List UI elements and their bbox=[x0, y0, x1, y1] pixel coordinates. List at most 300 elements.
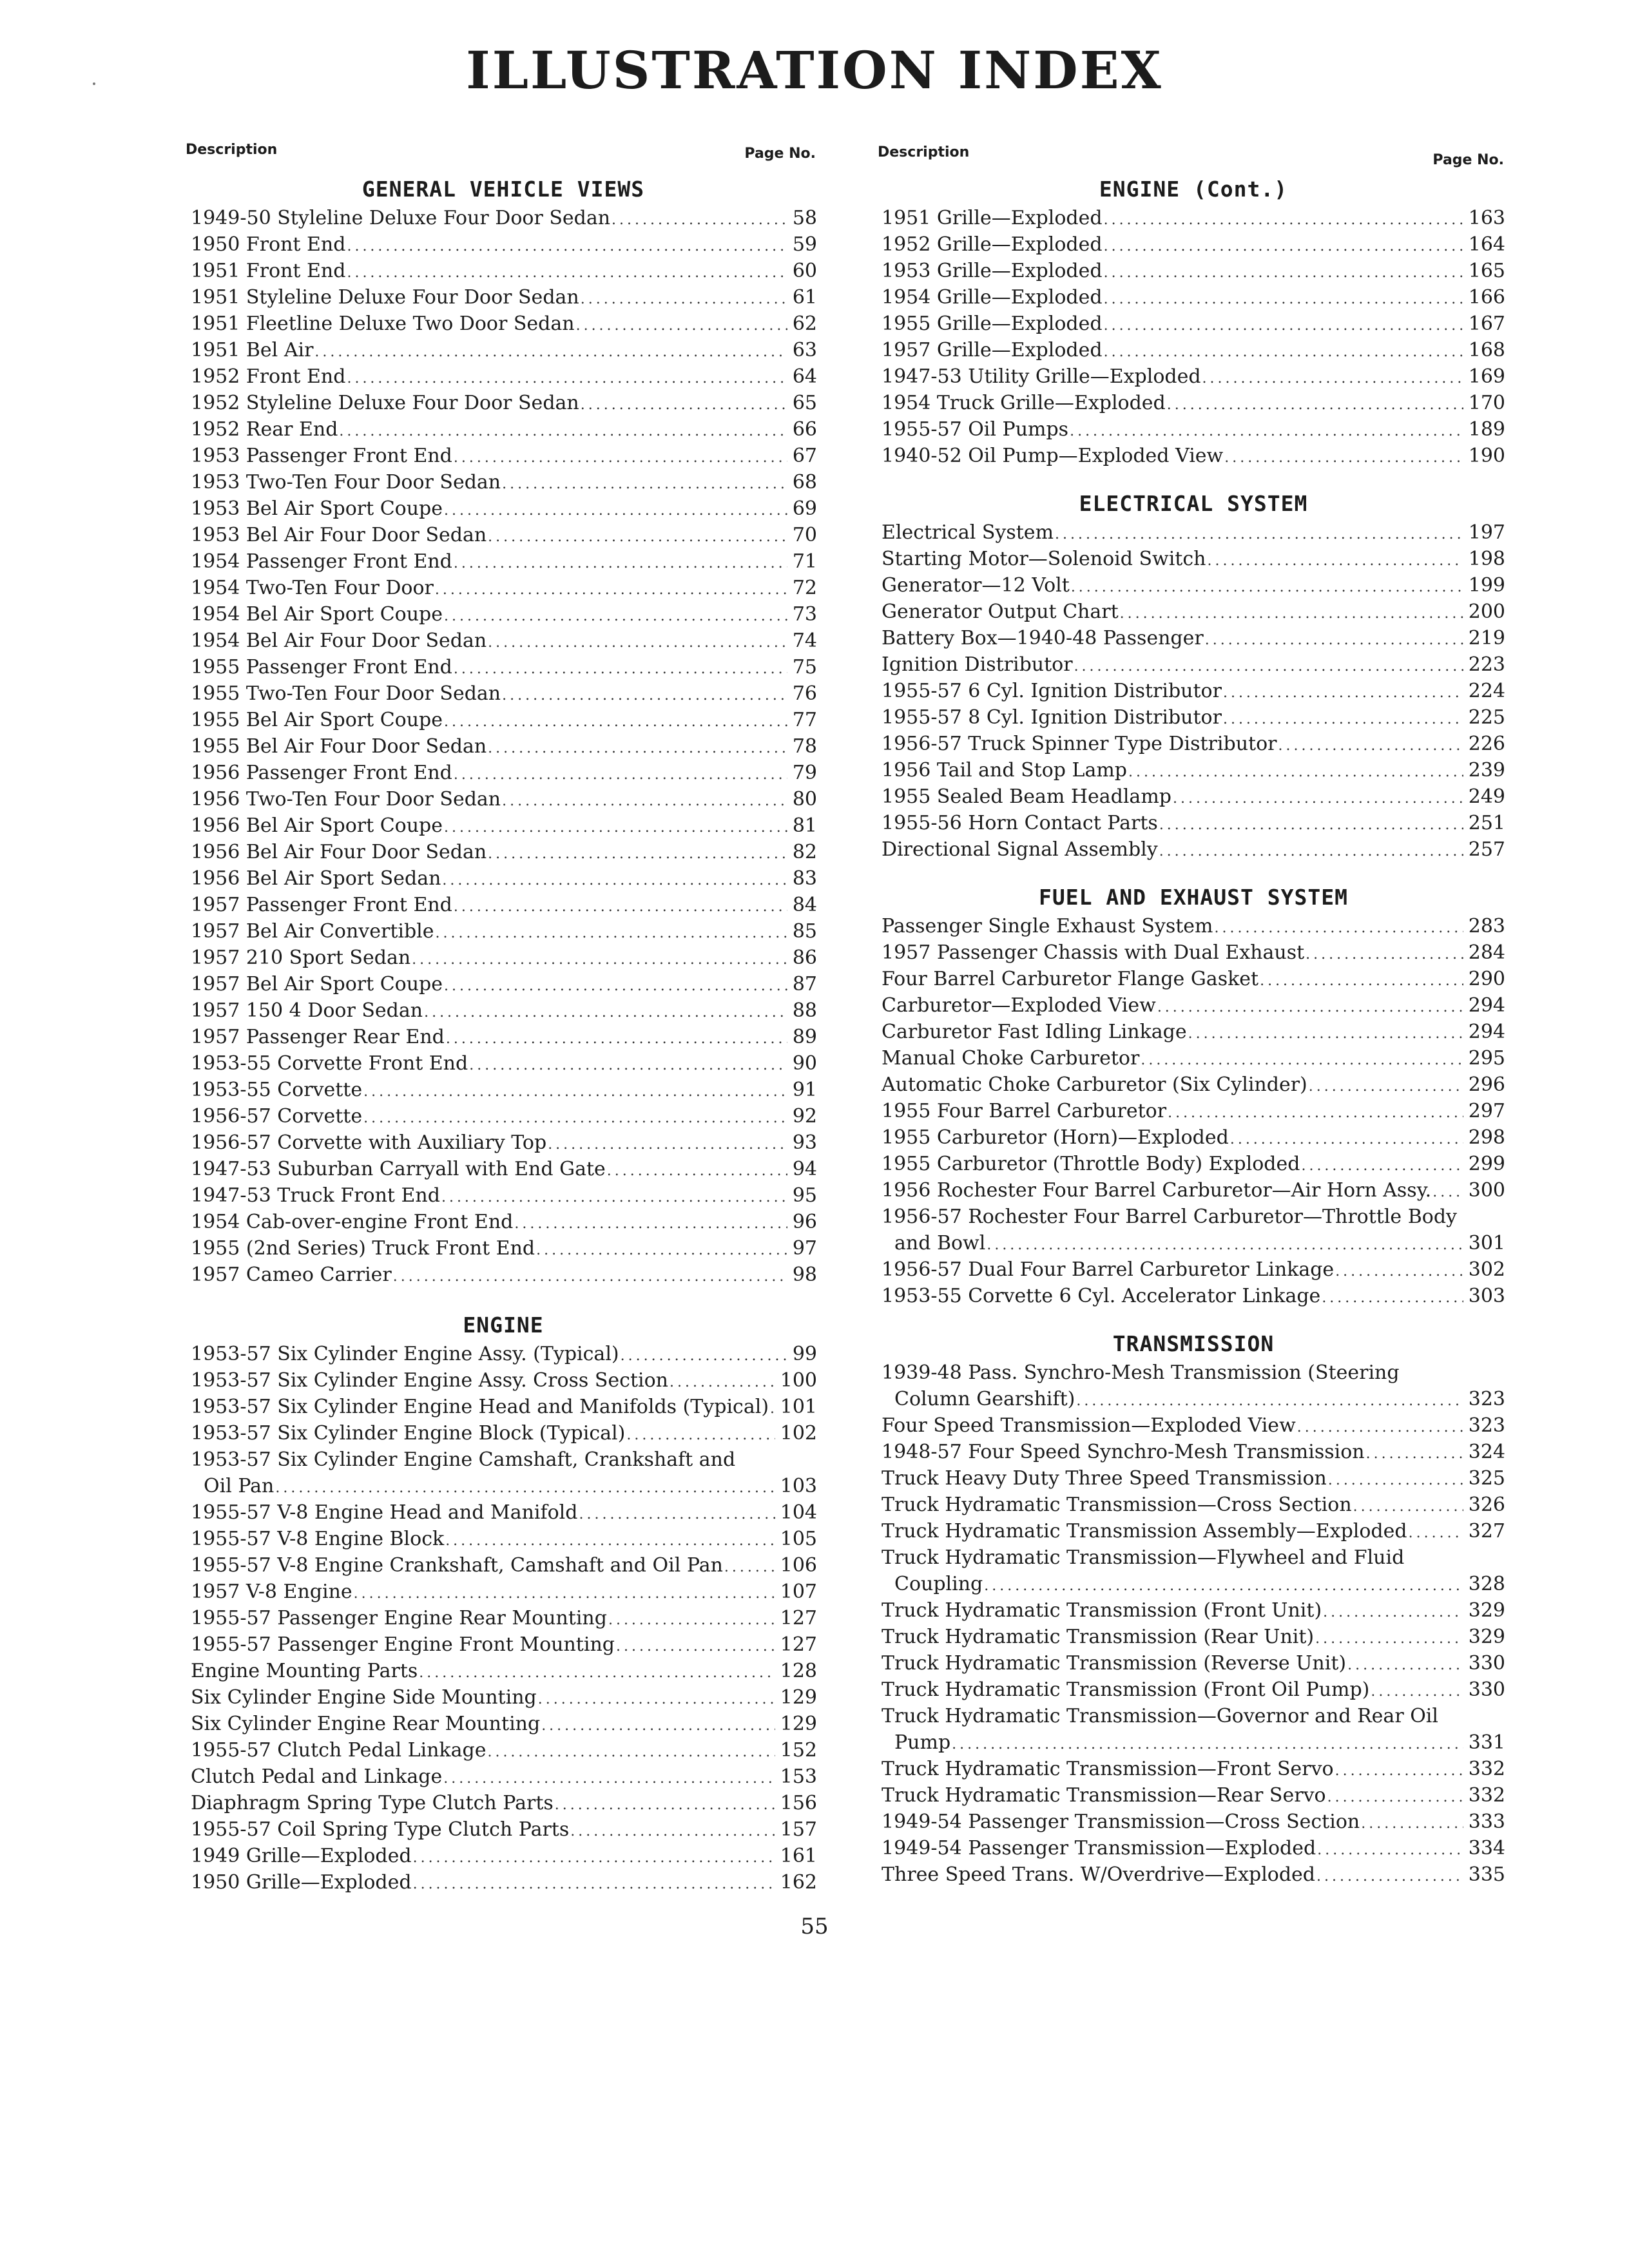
entry-page-number: 97 bbox=[792, 1237, 817, 1260]
entry-page-number: 60 bbox=[792, 260, 817, 282]
entry-description: 1955 Four Barrel Carburetor bbox=[882, 1100, 1167, 1122]
entry-description: Ignition Distributor bbox=[882, 653, 1073, 676]
description-label: Description bbox=[186, 142, 278, 158]
section-gap bbox=[191, 1288, 817, 1310]
index-entry bbox=[191, 1605, 817, 1631]
index-entry bbox=[191, 575, 817, 601]
index-entry bbox=[191, 1156, 817, 1182]
index-entry bbox=[191, 363, 817, 390]
entry-description: 1955 Passenger Front End bbox=[191, 656, 452, 678]
section-heading: ENGINE (Cont.) bbox=[1099, 177, 1288, 202]
entry-description: 1955-57 Clutch Pedal Linkage bbox=[191, 1739, 487, 1762]
entry-description: 1951 Grille—Exploded bbox=[882, 207, 1103, 229]
entry-description: 1953-57 Six Cylinder Engine Assy. (Typical) bbox=[191, 1343, 619, 1365]
dot-leader bbox=[1214, 915, 1463, 941]
dot-leader bbox=[454, 656, 787, 682]
dot-leader bbox=[616, 1633, 775, 1660]
dot-leader bbox=[488, 524, 787, 550]
index-entry bbox=[882, 1177, 1505, 1204]
entry-page-number: 296 bbox=[1468, 1073, 1505, 1096]
dot-leader bbox=[441, 1184, 787, 1211]
index-entry bbox=[882, 1677, 1505, 1703]
entry-description: 1957 Grille—Exploded bbox=[882, 339, 1103, 361]
index-entry bbox=[191, 284, 817, 311]
dot-leader bbox=[1070, 418, 1463, 445]
entry-page-number: 128 bbox=[780, 1660, 817, 1682]
index-entry bbox=[882, 1124, 1505, 1151]
dot-leader bbox=[621, 1343, 787, 1369]
entry-page-number: 68 bbox=[792, 471, 817, 494]
dot-leader bbox=[454, 445, 787, 471]
entry-page-number: 161 bbox=[780, 1845, 817, 1867]
index-entry bbox=[882, 1809, 1505, 1835]
index-entry bbox=[882, 363, 1505, 390]
entry-page-number: 93 bbox=[792, 1131, 817, 1154]
index-entry bbox=[191, 311, 817, 337]
dot-leader bbox=[1141, 1047, 1463, 1073]
dot-leader bbox=[412, 947, 787, 973]
index-entry bbox=[191, 839, 817, 865]
dot-leader bbox=[1335, 1758, 1463, 1784]
page-title: ILLUSTRATION INDEX bbox=[466, 40, 1163, 101]
dot-leader bbox=[488, 629, 787, 656]
section-heading: FUEL AND EXHAUST SYSTEM bbox=[1039, 885, 1348, 910]
index-entry bbox=[191, 522, 817, 548]
entry-page-number: 168 bbox=[1468, 339, 1505, 361]
dot-leader bbox=[1223, 680, 1463, 706]
entry-description: 1951 Bel Air bbox=[191, 339, 314, 361]
dot-leader bbox=[1205, 627, 1463, 653]
entry-description: Carburetor—Exploded View bbox=[882, 994, 1156, 1017]
dot-leader bbox=[1104, 312, 1463, 339]
dot-leader bbox=[1071, 574, 1463, 601]
index-entry bbox=[882, 704, 1505, 731]
index-entry bbox=[882, 1624, 1505, 1650]
entry-description: 1955-57 Oil Pumps bbox=[882, 418, 1069, 441]
dot-leader bbox=[444, 973, 787, 999]
entry-page-number: 190 bbox=[1468, 445, 1505, 467]
entry-description: 1956 Tail and Stop Lamp bbox=[882, 759, 1127, 782]
index-entry bbox=[191, 1579, 817, 1605]
dot-leader bbox=[454, 894, 787, 920]
entry-description: Automatic Choke Carburetor (Six Cylinder) bbox=[882, 1073, 1307, 1096]
dot-leader bbox=[424, 999, 787, 1026]
index-entry bbox=[882, 651, 1505, 678]
entry-description: 1955-57 Passenger Engine Front Mounting bbox=[191, 1633, 615, 1656]
dot-leader bbox=[419, 1660, 775, 1686]
dot-leader bbox=[1104, 207, 1463, 233]
dot-leader bbox=[570, 1818, 775, 1845]
entry-description: 1952 Rear End bbox=[191, 418, 338, 441]
entry-description: Engine Mounting Parts bbox=[191, 1660, 418, 1682]
left-column bbox=[186, 138, 817, 1896]
index-entry bbox=[882, 1756, 1505, 1782]
index-entry bbox=[882, 1465, 1505, 1492]
entry-page-number: 100 bbox=[780, 1369, 817, 1392]
dot-leader bbox=[1104, 233, 1463, 260]
entry-page-number: 257 bbox=[1468, 838, 1505, 861]
entry-page-number: 70 bbox=[792, 524, 817, 546]
entry-page-number: 323 bbox=[1468, 1414, 1505, 1437]
entry-page-number: 82 bbox=[792, 841, 817, 863]
page-no-label: Page No. bbox=[744, 146, 816, 162]
index-entry bbox=[191, 1182, 817, 1209]
entry-page-number: 225 bbox=[1468, 706, 1505, 729]
entry-description: 1954 Passenger Front End bbox=[191, 550, 452, 573]
entry-description-continued: Pump bbox=[894, 1731, 951, 1754]
index-entry bbox=[191, 205, 817, 231]
entry-description: 1955-57 V-8 Engine Crankshaft, Camshaft and Oil Pan bbox=[191, 1554, 723, 1577]
entry-description: 1956-57 Rochester Four Barrel Carburetor—Throttle Body bbox=[882, 1206, 1457, 1228]
entry-description: 1953-55 Corvette Front End bbox=[191, 1052, 468, 1075]
index-entry bbox=[882, 678, 1505, 704]
entry-page-number: 107 bbox=[780, 1581, 817, 1603]
index-entry bbox=[882, 1439, 1505, 1465]
dot-leader bbox=[576, 312, 787, 339]
page-no-label: Page No. bbox=[1432, 152, 1504, 168]
entry-page-number: 58 bbox=[792, 207, 817, 229]
dot-leader bbox=[436, 920, 787, 947]
entry-page-number: 334 bbox=[1468, 1837, 1505, 1860]
index-entry bbox=[882, 1835, 1505, 1861]
entry-page-number: 79 bbox=[792, 762, 817, 784]
dot-leader bbox=[1361, 1811, 1463, 1837]
entry-page-number: 90 bbox=[792, 1052, 817, 1075]
entry-description: 1953 Grille—Exploded bbox=[882, 260, 1103, 282]
entry-description: 1949-54 Passenger Transmission—Exploded bbox=[882, 1837, 1316, 1860]
dot-leader bbox=[1188, 1021, 1463, 1047]
index-entry bbox=[191, 892, 817, 918]
dot-leader bbox=[1076, 1388, 1463, 1414]
entry-description: 1955-56 Horn Contact Parts bbox=[882, 812, 1158, 834]
index-entry bbox=[191, 786, 817, 812]
index-entry-continuation bbox=[882, 1571, 1505, 1597]
entry-page-number: 69 bbox=[792, 497, 817, 520]
entry-page-number: 99 bbox=[792, 1343, 817, 1365]
dot-leader bbox=[538, 1686, 775, 1713]
index-entry bbox=[882, 913, 1505, 939]
dot-leader bbox=[442, 867, 787, 894]
dot-leader bbox=[1159, 812, 1463, 838]
dot-leader bbox=[670, 1369, 775, 1396]
dot-leader bbox=[581, 286, 787, 312]
entry-page-number: 91 bbox=[792, 1079, 817, 1101]
dot-leader bbox=[579, 1501, 775, 1528]
index-entry bbox=[882, 416, 1505, 443]
entry-page-number: 87 bbox=[792, 973, 817, 995]
dot-leader bbox=[626, 1422, 775, 1448]
dot-leader bbox=[1230, 1126, 1463, 1153]
index-entry bbox=[191, 469, 817, 495]
entry-description: Truck Hydramatic Transmission (Rear Unit) bbox=[882, 1626, 1315, 1648]
entry-description: 1954 Two-Ten Four Door bbox=[191, 577, 434, 599]
entry-description: Passenger Single Exhaust System bbox=[882, 915, 1213, 937]
entry-page-number: 283 bbox=[1468, 915, 1505, 937]
dot-leader bbox=[347, 233, 787, 260]
index-entry bbox=[882, 546, 1505, 572]
index-entry bbox=[191, 1763, 817, 1790]
entry-description: Truck Hydramatic Transmission—Governor and Rear Oil bbox=[882, 1705, 1438, 1727]
index-entry bbox=[191, 971, 817, 997]
entry-page-number: 157 bbox=[780, 1818, 817, 1841]
entry-page-number: 199 bbox=[1468, 574, 1505, 597]
entry-description: 1957 Bel Air Convertible bbox=[191, 920, 434, 943]
entry-description: 1953-57 Six Cylinder Engine Assy. Cross Section bbox=[191, 1369, 668, 1392]
index-entry bbox=[191, 1103, 817, 1129]
dot-leader bbox=[1167, 392, 1463, 418]
entry-page-number: 164 bbox=[1468, 233, 1505, 256]
index-entry bbox=[882, 1151, 1505, 1177]
entry-page-number: 165 bbox=[1468, 260, 1505, 282]
index-entry bbox=[882, 966, 1505, 992]
entry-description: Truck Hydramatic Transmission (Front Unit) bbox=[882, 1599, 1322, 1622]
entry-page-number: 104 bbox=[780, 1501, 817, 1524]
dot-leader bbox=[1366, 1441, 1463, 1467]
entry-description: 1947-53 Suburban Carryall with End Gate bbox=[191, 1158, 606, 1180]
entry-description: 1953-55 Corvette bbox=[191, 1079, 363, 1101]
entry-page-number: 323 bbox=[1468, 1388, 1505, 1410]
entry-description-continued: Coupling bbox=[894, 1573, 983, 1595]
dot-leader bbox=[1173, 785, 1463, 812]
entry-description: 1954 Truck Grille—Exploded bbox=[882, 392, 1166, 414]
dot-leader bbox=[502, 788, 787, 814]
index-entry bbox=[191, 1077, 817, 1103]
section-heading: GENERAL VEHICLE VIEWS bbox=[361, 177, 645, 202]
entry-page-number: 224 bbox=[1468, 680, 1505, 702]
dot-leader bbox=[347, 260, 787, 286]
index-entry bbox=[882, 1283, 1505, 1309]
index-entry bbox=[882, 1703, 1505, 1729]
entry-description: 1955 Carburetor (Horn)—Exploded bbox=[882, 1126, 1229, 1149]
entry-description: Truck Hydramatic Transmission—Front Servo bbox=[882, 1758, 1334, 1780]
entry-page-number: 328 bbox=[1468, 1573, 1505, 1595]
dot-leader bbox=[488, 841, 787, 867]
entry-page-number: 127 bbox=[780, 1607, 817, 1629]
entry-page-number: 301 bbox=[1468, 1232, 1505, 1254]
index-entry bbox=[882, 390, 1505, 416]
index-entry bbox=[882, 284, 1505, 311]
entry-description: 1953-57 Six Cylinder Engine Camshaft, Crankshaft and bbox=[191, 1448, 736, 1471]
entry-page-number: 98 bbox=[792, 1264, 817, 1286]
entry-description: 1957 Passenger Front End bbox=[191, 894, 452, 916]
entry-page-number: 335 bbox=[1468, 1863, 1505, 1886]
entry-page-number: 333 bbox=[1468, 1811, 1505, 1833]
dot-leader bbox=[1223, 706, 1463, 733]
entry-description: 1957 Bel Air Sport Coupe bbox=[191, 973, 443, 995]
dot-leader bbox=[612, 207, 787, 233]
entry-description: 1948-57 Four Speed Synchro-Mesh Transmission bbox=[882, 1441, 1365, 1463]
entry-description: 1955 Sealed Beam Headlamp bbox=[882, 785, 1171, 808]
dot-leader bbox=[1202, 365, 1463, 392]
entry-page-number: 297 bbox=[1468, 1100, 1505, 1122]
dot-leader bbox=[354, 1581, 775, 1607]
dot-leader bbox=[1323, 1599, 1463, 1626]
dot-leader bbox=[444, 603, 787, 629]
column-header bbox=[186, 138, 817, 174]
index-entry-continuation bbox=[191, 1473, 817, 1499]
entry-description: Generator Output Chart bbox=[882, 601, 1119, 623]
index-entry bbox=[882, 836, 1505, 863]
entry-page-number: 331 bbox=[1468, 1731, 1505, 1754]
entry-description: 1949-54 Passenger Transmission—Cross Section bbox=[882, 1811, 1360, 1833]
index-entry bbox=[882, 1072, 1505, 1098]
entry-description: 1955 Grille—Exploded bbox=[882, 312, 1103, 335]
dot-leader bbox=[1278, 733, 1463, 759]
section-gap bbox=[882, 863, 1505, 882]
entry-description: 1956 Rochester Four Barrel Carburetor—Air Horn Assy. bbox=[882, 1179, 1432, 1202]
index-entry bbox=[191, 707, 817, 733]
index-entry bbox=[191, 680, 817, 707]
index-entry bbox=[882, 1861, 1505, 1888]
entry-page-number: 77 bbox=[792, 709, 817, 731]
entry-page-number: 332 bbox=[1468, 1758, 1505, 1780]
entry-description: Starting Motor—Solenoid Switch bbox=[882, 548, 1206, 570]
entry-description: 1955-57 V-8 Engine Block bbox=[191, 1528, 445, 1550]
right-sections bbox=[882, 174, 1505, 1888]
entry-description: Truck Hydramatic Transmission (Reverse Unit) bbox=[882, 1652, 1347, 1675]
index-entry bbox=[882, 1360, 1505, 1386]
entry-description: Truck Hydramatic Transmission (Front Oil Pump) bbox=[882, 1678, 1370, 1701]
entry-description: Clutch Pedal and Linkage bbox=[191, 1765, 443, 1788]
entry-description: 1953-57 Six Cylinder Engine Block (Typical) bbox=[191, 1422, 626, 1445]
entry-description: Manual Choke Carburetor bbox=[882, 1047, 1140, 1070]
dot-leader bbox=[1328, 1467, 1463, 1494]
entry-page-number: 324 bbox=[1468, 1441, 1505, 1463]
entry-description: 1939-48 Pass. Synchro-Mesh Transmission (Steering bbox=[882, 1361, 1400, 1384]
entry-page-number: 80 bbox=[792, 788, 817, 811]
entry-page-number: 129 bbox=[780, 1713, 817, 1735]
entry-page-number: 62 bbox=[792, 312, 817, 335]
index-entry bbox=[882, 731, 1505, 757]
index-entry bbox=[882, 519, 1505, 546]
index-entry bbox=[882, 1256, 1505, 1283]
entry-description: 1954 Bel Air Sport Coupe bbox=[191, 603, 443, 626]
entry-description: Generator—12 Volt bbox=[882, 574, 1070, 597]
entry-description-continued: and Bowl bbox=[894, 1232, 986, 1254]
index-entry bbox=[191, 548, 817, 575]
index-entry bbox=[882, 1782, 1505, 1809]
index-entry bbox=[882, 757, 1505, 783]
dot-leader bbox=[581, 392, 787, 418]
description-label: Description bbox=[878, 144, 970, 160]
entry-description: 1955-57 V-8 Engine Head and Manifold bbox=[191, 1501, 578, 1524]
index-entry bbox=[191, 416, 817, 443]
entry-description: 1956 Bel Air Sport Sedan bbox=[191, 867, 441, 890]
index-entry bbox=[882, 599, 1505, 625]
left-sections bbox=[191, 174, 817, 1896]
dot-leader bbox=[514, 1211, 787, 1237]
index-entry bbox=[882, 810, 1505, 836]
index-entry bbox=[882, 572, 1505, 599]
entry-page-number: 294 bbox=[1468, 1021, 1505, 1043]
entry-page-number: 59 bbox=[792, 233, 817, 256]
entry-page-number: 75 bbox=[792, 656, 817, 678]
entry-description: 1955-57 8 Cyl. Ignition Distributor bbox=[882, 706, 1222, 729]
entry-page-number: 163 bbox=[1468, 207, 1505, 229]
index-entry-continuation bbox=[882, 1386, 1505, 1412]
entry-description: 1957 150 4 Door Sedan bbox=[191, 999, 423, 1022]
entry-page-number: 219 bbox=[1468, 627, 1505, 649]
entry-description: Truck Hydramatic Transmission—Rear Servo bbox=[882, 1784, 1326, 1807]
index-entry bbox=[882, 1492, 1505, 1518]
index-entry bbox=[191, 760, 817, 786]
index-entry bbox=[191, 1024, 817, 1050]
entry-page-number: 226 bbox=[1468, 733, 1505, 755]
index-entry bbox=[191, 1341, 817, 1367]
entry-description: 1953-57 Six Cylinder Engine Head and Manifolds (Typical) bbox=[191, 1396, 769, 1418]
dot-leader bbox=[1260, 968, 1463, 994]
index-entry bbox=[882, 992, 1505, 1019]
entry-description: 1955 Bel Air Sport Coupe bbox=[191, 709, 443, 731]
entry-page-number: 198 bbox=[1468, 548, 1505, 570]
entry-page-number: 84 bbox=[792, 894, 817, 916]
index-entry bbox=[882, 1412, 1505, 1439]
index-entry bbox=[191, 733, 817, 760]
entry-page-number: 326 bbox=[1468, 1494, 1505, 1516]
entry-description: 1957 Cameo Carrier bbox=[191, 1264, 392, 1286]
column-header bbox=[878, 138, 1505, 174]
entry-page-number: 64 bbox=[792, 365, 817, 388]
dot-leader bbox=[608, 1607, 775, 1633]
dot-leader bbox=[536, 1237, 787, 1264]
entry-page-number: 102 bbox=[780, 1422, 817, 1445]
entry-page-number: 129 bbox=[780, 1686, 817, 1709]
entry-description: 1951 Fleetline Deluxe Two Door Sedan bbox=[191, 312, 575, 335]
dot-leader bbox=[413, 1871, 775, 1898]
entry-description: 1957 Passenger Chassis with Dual Exhaust bbox=[882, 941, 1305, 964]
index-entry bbox=[882, 258, 1505, 284]
entry-page-number: 170 bbox=[1468, 392, 1505, 414]
section-heading: ELECTRICAL SYSTEM bbox=[1079, 491, 1308, 516]
entry-page-number: 89 bbox=[792, 1026, 817, 1048]
index-entry bbox=[191, 918, 817, 945]
index-entry bbox=[882, 311, 1505, 337]
entry-description: 1953 Two-Ten Four Door Sedan bbox=[191, 471, 501, 494]
dot-leader bbox=[1120, 601, 1463, 627]
dot-leader bbox=[1309, 1073, 1463, 1100]
index-entry bbox=[191, 1658, 817, 1684]
entry-page-number: 298 bbox=[1468, 1126, 1505, 1149]
page-number: 55 bbox=[800, 1914, 829, 1939]
index-entry bbox=[882, 1650, 1505, 1677]
dot-leader bbox=[469, 1052, 787, 1079]
entry-description: 1957 Passenger Rear End bbox=[191, 1026, 445, 1048]
entry-page-number: 223 bbox=[1468, 653, 1505, 676]
index-entry bbox=[191, 390, 817, 416]
index-entry-continuation bbox=[882, 1230, 1505, 1256]
entry-description-continued: Column Gearshift) bbox=[894, 1388, 1075, 1410]
dot-leader bbox=[1317, 1837, 1463, 1863]
entry-page-number: 325 bbox=[1468, 1467, 1505, 1490]
entry-page-number: 96 bbox=[792, 1211, 817, 1233]
entry-description: Directional Signal Assembly bbox=[882, 838, 1158, 861]
entry-description: Truck Hydramatic Transmission—Cross Section bbox=[882, 1494, 1352, 1516]
dot-leader bbox=[363, 1105, 787, 1131]
entry-description: 1949 Grille—Exploded bbox=[191, 1845, 412, 1867]
entry-description: 1947-53 Truck Front End bbox=[191, 1184, 440, 1207]
dot-leader bbox=[555, 1792, 775, 1818]
entry-description: 1955-57 6 Cyl. Ignition Distributor bbox=[882, 680, 1222, 702]
entry-page-number: 76 bbox=[792, 682, 817, 705]
section-heading: TRANSMISSION bbox=[1112, 1331, 1275, 1356]
entry-page-number: 295 bbox=[1468, 1047, 1505, 1070]
entry-page-number: 329 bbox=[1468, 1599, 1505, 1622]
entry-page-number: 74 bbox=[792, 629, 817, 652]
index-entry bbox=[882, 1518, 1505, 1544]
entry-page-number: 290 bbox=[1468, 968, 1505, 990]
dot-leader bbox=[347, 365, 787, 392]
dot-leader bbox=[443, 1765, 775, 1792]
